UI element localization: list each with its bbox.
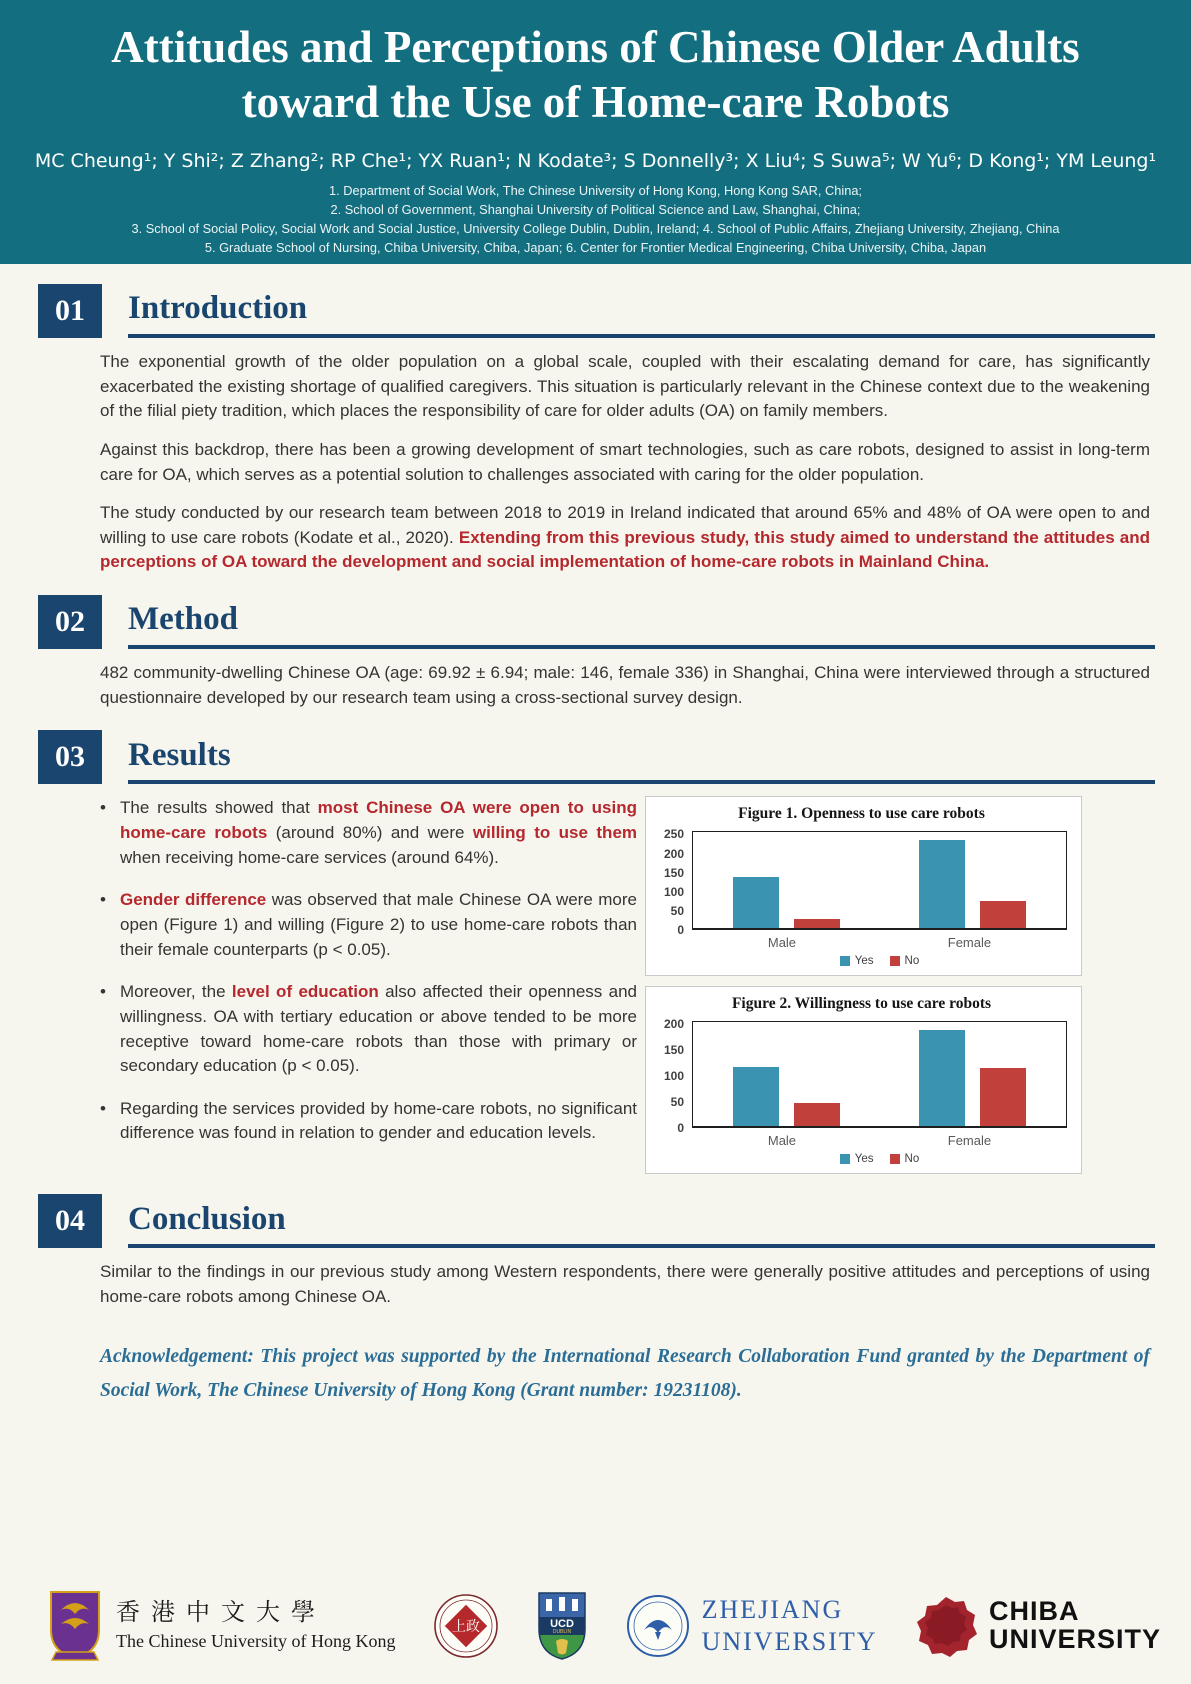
poster-title: [30, 20, 1161, 130]
y-tick-label: 50: [670, 904, 684, 919]
bar-male-no: [794, 919, 840, 929]
method-text: [100, 661, 1150, 710]
bullet-marker: •: [100, 982, 106, 1002]
bar-male-yes: [733, 1067, 779, 1127]
y-tick-label: 0: [677, 1121, 684, 1136]
results-figures: [645, 796, 1082, 1174]
svg-text:UCD: UCD: [550, 1618, 575, 1630]
chiba-logo: [915, 1595, 1161, 1657]
section-title-conclusion: Conclusion: [128, 1200, 286, 1237]
bar-female-no: [980, 1068, 1026, 1126]
section-header-results: [38, 730, 1155, 784]
bar-group-male: [733, 877, 840, 929]
footer-logos: [0, 1590, 1191, 1662]
results-bullet-3: • Moreover, the level of education also affected their openness and willingness. OA with tertiary education or above tended to be more receptive toward home-care robots than those with primary or secondary education (p < 0.05).: [100, 980, 637, 1079]
y-tick-label: 200: [663, 846, 684, 861]
bar-male-yes: [733, 877, 779, 929]
results-bullet-4: • Regarding the services provided by home-care robots, no significant difference was found in relation to gender and education levels.: [100, 1097, 637, 1146]
affiliations: [30, 181, 1161, 258]
ucd-logo: [536, 1591, 588, 1661]
legend-item-yes: [840, 1153, 874, 1165]
results-bullet-2: • Gender difference was observed that male Chinese OA were more open (Figure 1) and willing (Figure 2) to use home-care robots than their female counterparts (p < 0.05).: [100, 888, 637, 962]
intro-paragraph-1: The exponential growth of the older population on a global scale, coupled with their escalating demand for care, has significantly exacerbated the existing shortage of qualified caregivers. This situation is particularly relevant in the Chinese context due to the weakening of the filial piety tradition, which places the responsibility of care for older adults (OA) on family members.: [100, 352, 1150, 421]
supsl-seal-logo: [433, 1593, 499, 1659]
section-title-results: Results: [128, 736, 231, 773]
ucd-shield-icon: [536, 1591, 588, 1661]
figure-2-plot: [692, 1021, 1067, 1128]
bar-group-female: [919, 840, 1026, 928]
conclusion-paragraph: Similar to the findings in our previous study among Western respondents, there were generally positive attitudes and perceptions of using home-care robots among Chinese OA.: [100, 1262, 1150, 1307]
y-tick-label: 150: [663, 1043, 684, 1058]
y-tick-label: 100: [663, 885, 684, 900]
section-number-02: 02: [38, 595, 102, 649]
poster-title-line1: Attitudes and Perceptions of Chinese Older Adults: [111, 22, 1080, 72]
results-bullet-1: • The results showed that most Chinese OA were open to using home-care robots (around 80%) and were willing to use them when receiving home-care services (around 64%).: [100, 796, 637, 870]
section-number-01: 01: [38, 284, 102, 338]
bullet-marker: •: [100, 1098, 106, 1118]
legend-label: No: [904, 1153, 920, 1166]
bar-male-no: [794, 1103, 840, 1126]
legend-label: No: [904, 955, 920, 968]
section-number-03: 03: [38, 730, 102, 784]
figure-1-card: [645, 796, 1082, 976]
bullet-marker: •: [100, 798, 106, 818]
section-title-method: Method: [128, 601, 238, 638]
x-category-label: Male: [767, 1133, 797, 1149]
chiba-mark-icon: [915, 1595, 977, 1657]
chiba-name-line1: CHIBA: [988, 1596, 1080, 1627]
figure-1-y-axis: [656, 827, 692, 938]
introduction-text: [100, 350, 1150, 575]
bar-female-yes: [919, 840, 965, 928]
y-tick-label: 100: [663, 1069, 684, 1084]
figure-2-y-axis: [656, 1017, 692, 1136]
zju-seal-icon: [626, 1594, 690, 1658]
intro-p3-normal: The study conducted by our research team between 2018 to 2019 in Ireland indicated that around 65% and 48% of OA were open to and willing to use care robots (Kodate et al., 2020).: [100, 503, 1150, 547]
bar-female-no: [980, 901, 1026, 929]
method-paragraph: 482 community-dwelling Chinese OA (age: 69.92 ± 6.94; male: 146, female 336) in Shanghai, China were interviewed through a structured questionnaire developed by our research team using a cross-sectional survey design.: [100, 663, 1150, 707]
figure-2-x-labels: [692, 1128, 1067, 1148]
legend-swatch-icon: [840, 956, 850, 966]
zju-logo: [626, 1594, 878, 1659]
legend-item-no: [890, 955, 920, 967]
svg-text:上政: 上政: [451, 1618, 480, 1634]
figure-1-plot: [692, 831, 1067, 930]
affiliation-line-3: 3. School of Social Policy, Social Work and Social Justice, University College Dublin, Dublin, Ireland; 4. School of Public Affairs, Zhejiang University, Zhejiang, China: [131, 221, 1060, 237]
zju-name-line2: UNIVERSITY: [701, 1627, 878, 1656]
zju-name-line1: ZHEJIANG: [701, 1594, 844, 1624]
figure-1-title: Figure 1. Openness to use care robots: [738, 805, 985, 823]
affiliation-line-1: 1. Department of Social Work, The Chinese University of Hong Kong, Hong Kong SAR, China;: [328, 182, 862, 198]
section-title-introduction: Introduction: [128, 290, 308, 327]
figure-2-legend: [692, 1153, 1067, 1165]
figure-2-title: Figure 2. Willingness to use care robots: [731, 995, 992, 1013]
y-tick-label: 150: [663, 865, 684, 880]
conclusion-text: [100, 1260, 1150, 1309]
cuhk-name-english: The Chinese University of Hong Kong: [116, 1630, 396, 1651]
section-header-introduction: [38, 284, 1155, 338]
results-bullets: [100, 796, 637, 1174]
y-tick-label: 50: [670, 1095, 684, 1110]
legend-swatch-icon: [890, 1154, 900, 1164]
y-tick-label: 200: [663, 1017, 684, 1032]
y-tick-label: 250: [663, 827, 684, 842]
legend-label: Yes: [854, 955, 874, 968]
supsl-seal-icon: [433, 1593, 499, 1659]
legend-swatch-icon: [840, 1154, 850, 1164]
results-content: [100, 796, 1150, 1174]
bar-group-female: [919, 1030, 1026, 1126]
intro-paragraph-3: [100, 501, 1150, 575]
bullet-marker: •: [100, 890, 106, 910]
intro-paragraph-2: Against this backdrop, there has been a growing development of smart technologies, such as care robots, designed to assist in long-term care for OA, which serves as a potential solution to challenges associated with caring for the older population.: [100, 439, 1150, 484]
cuhk-emblem-icon: [46, 1590, 104, 1662]
x-category-label: Female: [947, 935, 992, 951]
section-header-method: [38, 595, 1155, 649]
svg-text:DUBLIN: DUBLIN: [553, 1629, 572, 1635]
section-header-conclusion: [38, 1194, 1155, 1248]
bar-female-yes: [919, 1030, 965, 1126]
intro-p3-highlight: Extending from this previous study, this study aimed to understand the attitudes and perceptions of OA toward the development and social implementation of home-care robots in Mainland China.: [100, 527, 1150, 572]
cuhk-name-chinese: 香港中文大學: [116, 1599, 326, 1627]
x-category-label: Female: [947, 1133, 992, 1149]
chiba-name-line2: UNIVERSITY: [988, 1624, 1161, 1654]
poster-header: [0, 0, 1191, 264]
legend-swatch-icon: [890, 956, 900, 966]
authors-line: MC Cheung¹; Y Shi²; Z Zhang²; RP Che¹; YX Ruan¹; N Kodate³; S Donnelly³; X Liu⁴; S Suwa⁵; W Yu⁶; D Kong¹; YM Leung¹: [34, 149, 1157, 172]
affiliation-line-2: 2. School of Government, Shanghai University of Political Science and Law, Shanghai, China;: [330, 201, 861, 217]
section-number-04: 04: [38, 1194, 102, 1248]
figure-2-card: [645, 986, 1082, 1174]
legend-item-no: [890, 1153, 920, 1165]
y-tick-label: 0: [677, 923, 684, 938]
figure-1-legend: [692, 955, 1067, 967]
legend-item-yes: [840, 955, 874, 967]
figure-1-x-labels: [692, 930, 1067, 950]
cuhk-logo: [46, 1590, 395, 1662]
x-category-label: Male: [767, 935, 797, 951]
acknowledgement-text: Acknowledgement: This project was supported by the International Research Collaboration Fund granted by the Department of Social Work, The Chinese University of Hong Kong (Grant number: 19231108).: [100, 1345, 1150, 1401]
bar-group-male: [733, 1067, 840, 1127]
poster-title-line2: toward the Use of Home-care Robots: [241, 76, 950, 127]
legend-label: Yes: [854, 1153, 874, 1166]
affiliation-line-4: 5. Graduate School of Nursing, Chiba University, Chiba, Japan; 6. Center for Frontier Medical Engineering, Chiba University, Chiba, Japan: [204, 240, 987, 256]
